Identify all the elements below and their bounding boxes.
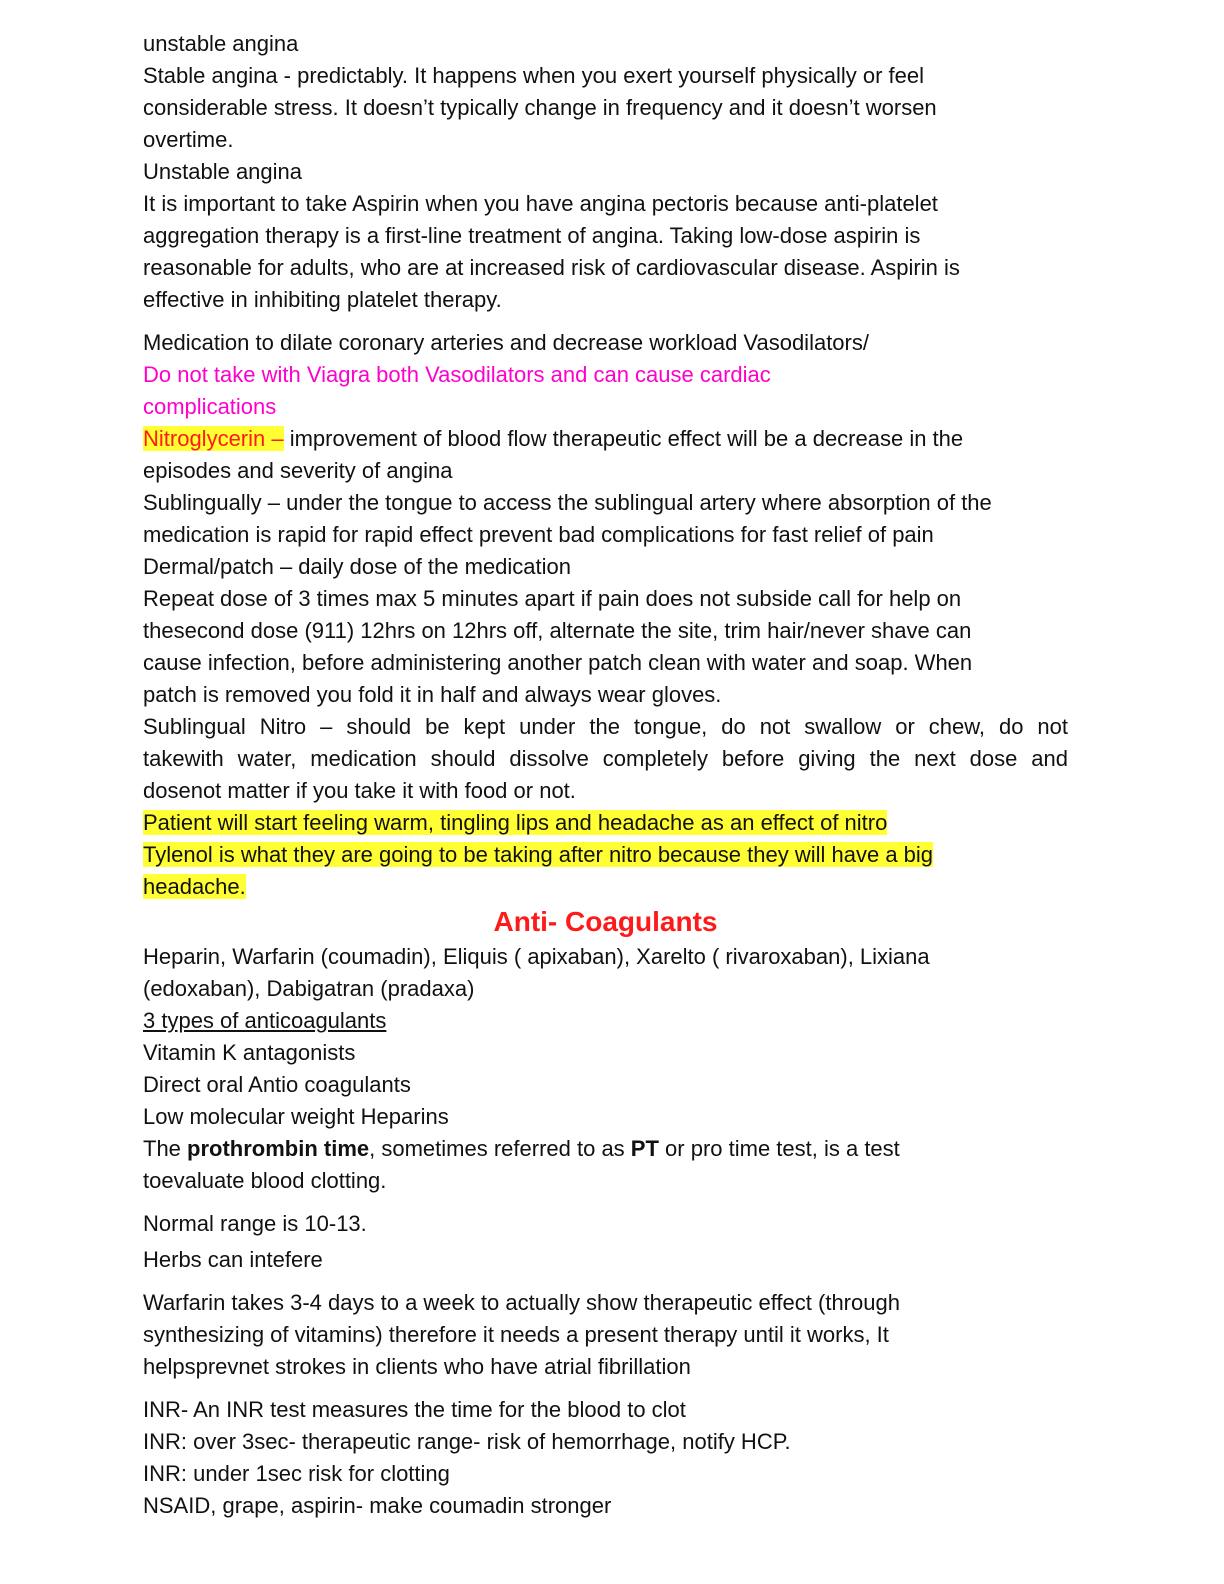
text-line: Heparin, Warfarin (coumadin), Eliquis ( apixaban), Xarelto ( rivaroxaban), Lixiana	[143, 944, 930, 969]
highlighted-line	[143, 871, 1068, 903]
text-line: unstable angina	[143, 31, 299, 56]
text-line: patch is removed you fold it in half and always wear gloves.	[143, 682, 722, 707]
highlighted-line	[143, 807, 1068, 839]
text-line: It is important to take Aspirin when you have angina pectoris because anti-platelet	[143, 191, 938, 216]
text-line: Medication to dilate coronary arteries and decrease workload Vasodilators/	[143, 330, 869, 355]
text-line: helpsprevnet strokes in clients who have atrial fibrillation	[143, 1354, 691, 1379]
text-line: aggregation therapy is a first-line treatment of angina. Taking low-dose aspirin is	[143, 223, 921, 248]
text-line: considerable stress. It doesn’t typically change in frequency and it doesn’t worsen	[143, 95, 937, 120]
text-line: synthesizing of vitamins) therefore it needs a present therapy until it works, It	[143, 1322, 889, 1347]
text-run: or pro time test, is a test	[658, 1136, 900, 1161]
bold-term: prothrombin time	[187, 1136, 370, 1161]
text-line: Stable angina - predictably. It happens when you exert yourself physically or feel	[143, 63, 925, 88]
list-item: Low molecular weight Heparins	[143, 1104, 449, 1129]
text-run: The	[143, 1136, 188, 1161]
list-item: Vitamin K antagonists	[143, 1040, 356, 1065]
highlight: headache.	[143, 874, 246, 899]
text-run: , sometimes referred to as	[369, 1136, 631, 1161]
text-line: Unstable angina	[143, 159, 303, 184]
text-line: episodes and severity of angina	[143, 458, 453, 483]
text-line	[143, 1133, 1068, 1165]
text-line: dosenot matter if you take it with food or not.	[143, 778, 576, 803]
text-line: NSAID, grape, aspirin- make coumadin stronger	[143, 1493, 612, 1518]
text-line: Sublingual Nitro – should be kept under the tongue, do not swallow or chew, do not	[143, 714, 1068, 739]
text-line: (edoxaban), Dabigatran (pradaxa)	[143, 976, 475, 1001]
document-page	[143, 28, 1068, 1522]
warning-line: complications	[143, 394, 277, 419]
text-line: Repeat dose of 3 times max 5 minutes apart if pain does not subside call for help on	[143, 586, 962, 611]
text-run: improvement of blood flow therapeutic effect will be a decrease in the	[283, 426, 964, 451]
text-line: Herbs can intefere	[143, 1247, 323, 1272]
subheading: 3 types of anticoagulants	[143, 1008, 387, 1033]
text-line: reasonable for adults, who are at increased risk of cardiovascular disease. Aspirin is	[143, 255, 960, 280]
text-line: effective in inhibiting platelet therapy.	[143, 287, 502, 312]
text-line: Sublingually – under the tongue to access the sublingual artery where absorption of the	[143, 490, 992, 515]
text-line: medication is rapid for rapid effect prevent bad complications for fast relief of pain	[143, 522, 934, 547]
text-line: takewith water, medication should dissolve completely before giving the next dose and	[143, 746, 1068, 771]
text-line: Warfarin takes 3-4 days to a week to actually show therapeutic effect (through	[143, 1290, 900, 1315]
text-line: Dermal/patch – daily dose of the medication	[143, 554, 572, 579]
text-line: thesecond dose (911) 12hrs on 12hrs off, alternate the site, trim hair/never shave can	[143, 618, 972, 643]
text-line	[143, 423, 1068, 455]
nitroglycerin-term: Nitroglycerin –	[143, 426, 284, 451]
text-line: INR- An INR test measures the time for the blood to clot	[143, 1397, 686, 1422]
text-line: cause infection, before administering another patch clean with water and soap. When	[143, 650, 973, 675]
highlight: Tylenol is what they are going to be taking after nitro because they will have a big	[143, 842, 934, 867]
list-item: Direct oral Antio coagulants	[143, 1072, 411, 1097]
text-line: Normal range is 10-13.	[143, 1211, 367, 1236]
section-heading: Anti- Coagulants	[493, 906, 718, 937]
highlighted-line	[143, 839, 1068, 871]
highlight: Patient will start feeling warm, tingling lips and headache as an effect of nitro	[143, 810, 888, 835]
text-line: INR: under 1sec risk for clotting	[143, 1461, 450, 1486]
bold-term: PT	[630, 1136, 659, 1161]
text-line: overtime.	[143, 127, 234, 152]
text-line: toevaluate blood clotting.	[143, 1168, 387, 1193]
warning-line: Do not take with Viagra both Vasodilators and can cause cardiac	[143, 362, 771, 387]
text-line: INR: over 3sec- therapeutic range- risk of hemorrhage, notify HCP.	[143, 1429, 791, 1454]
